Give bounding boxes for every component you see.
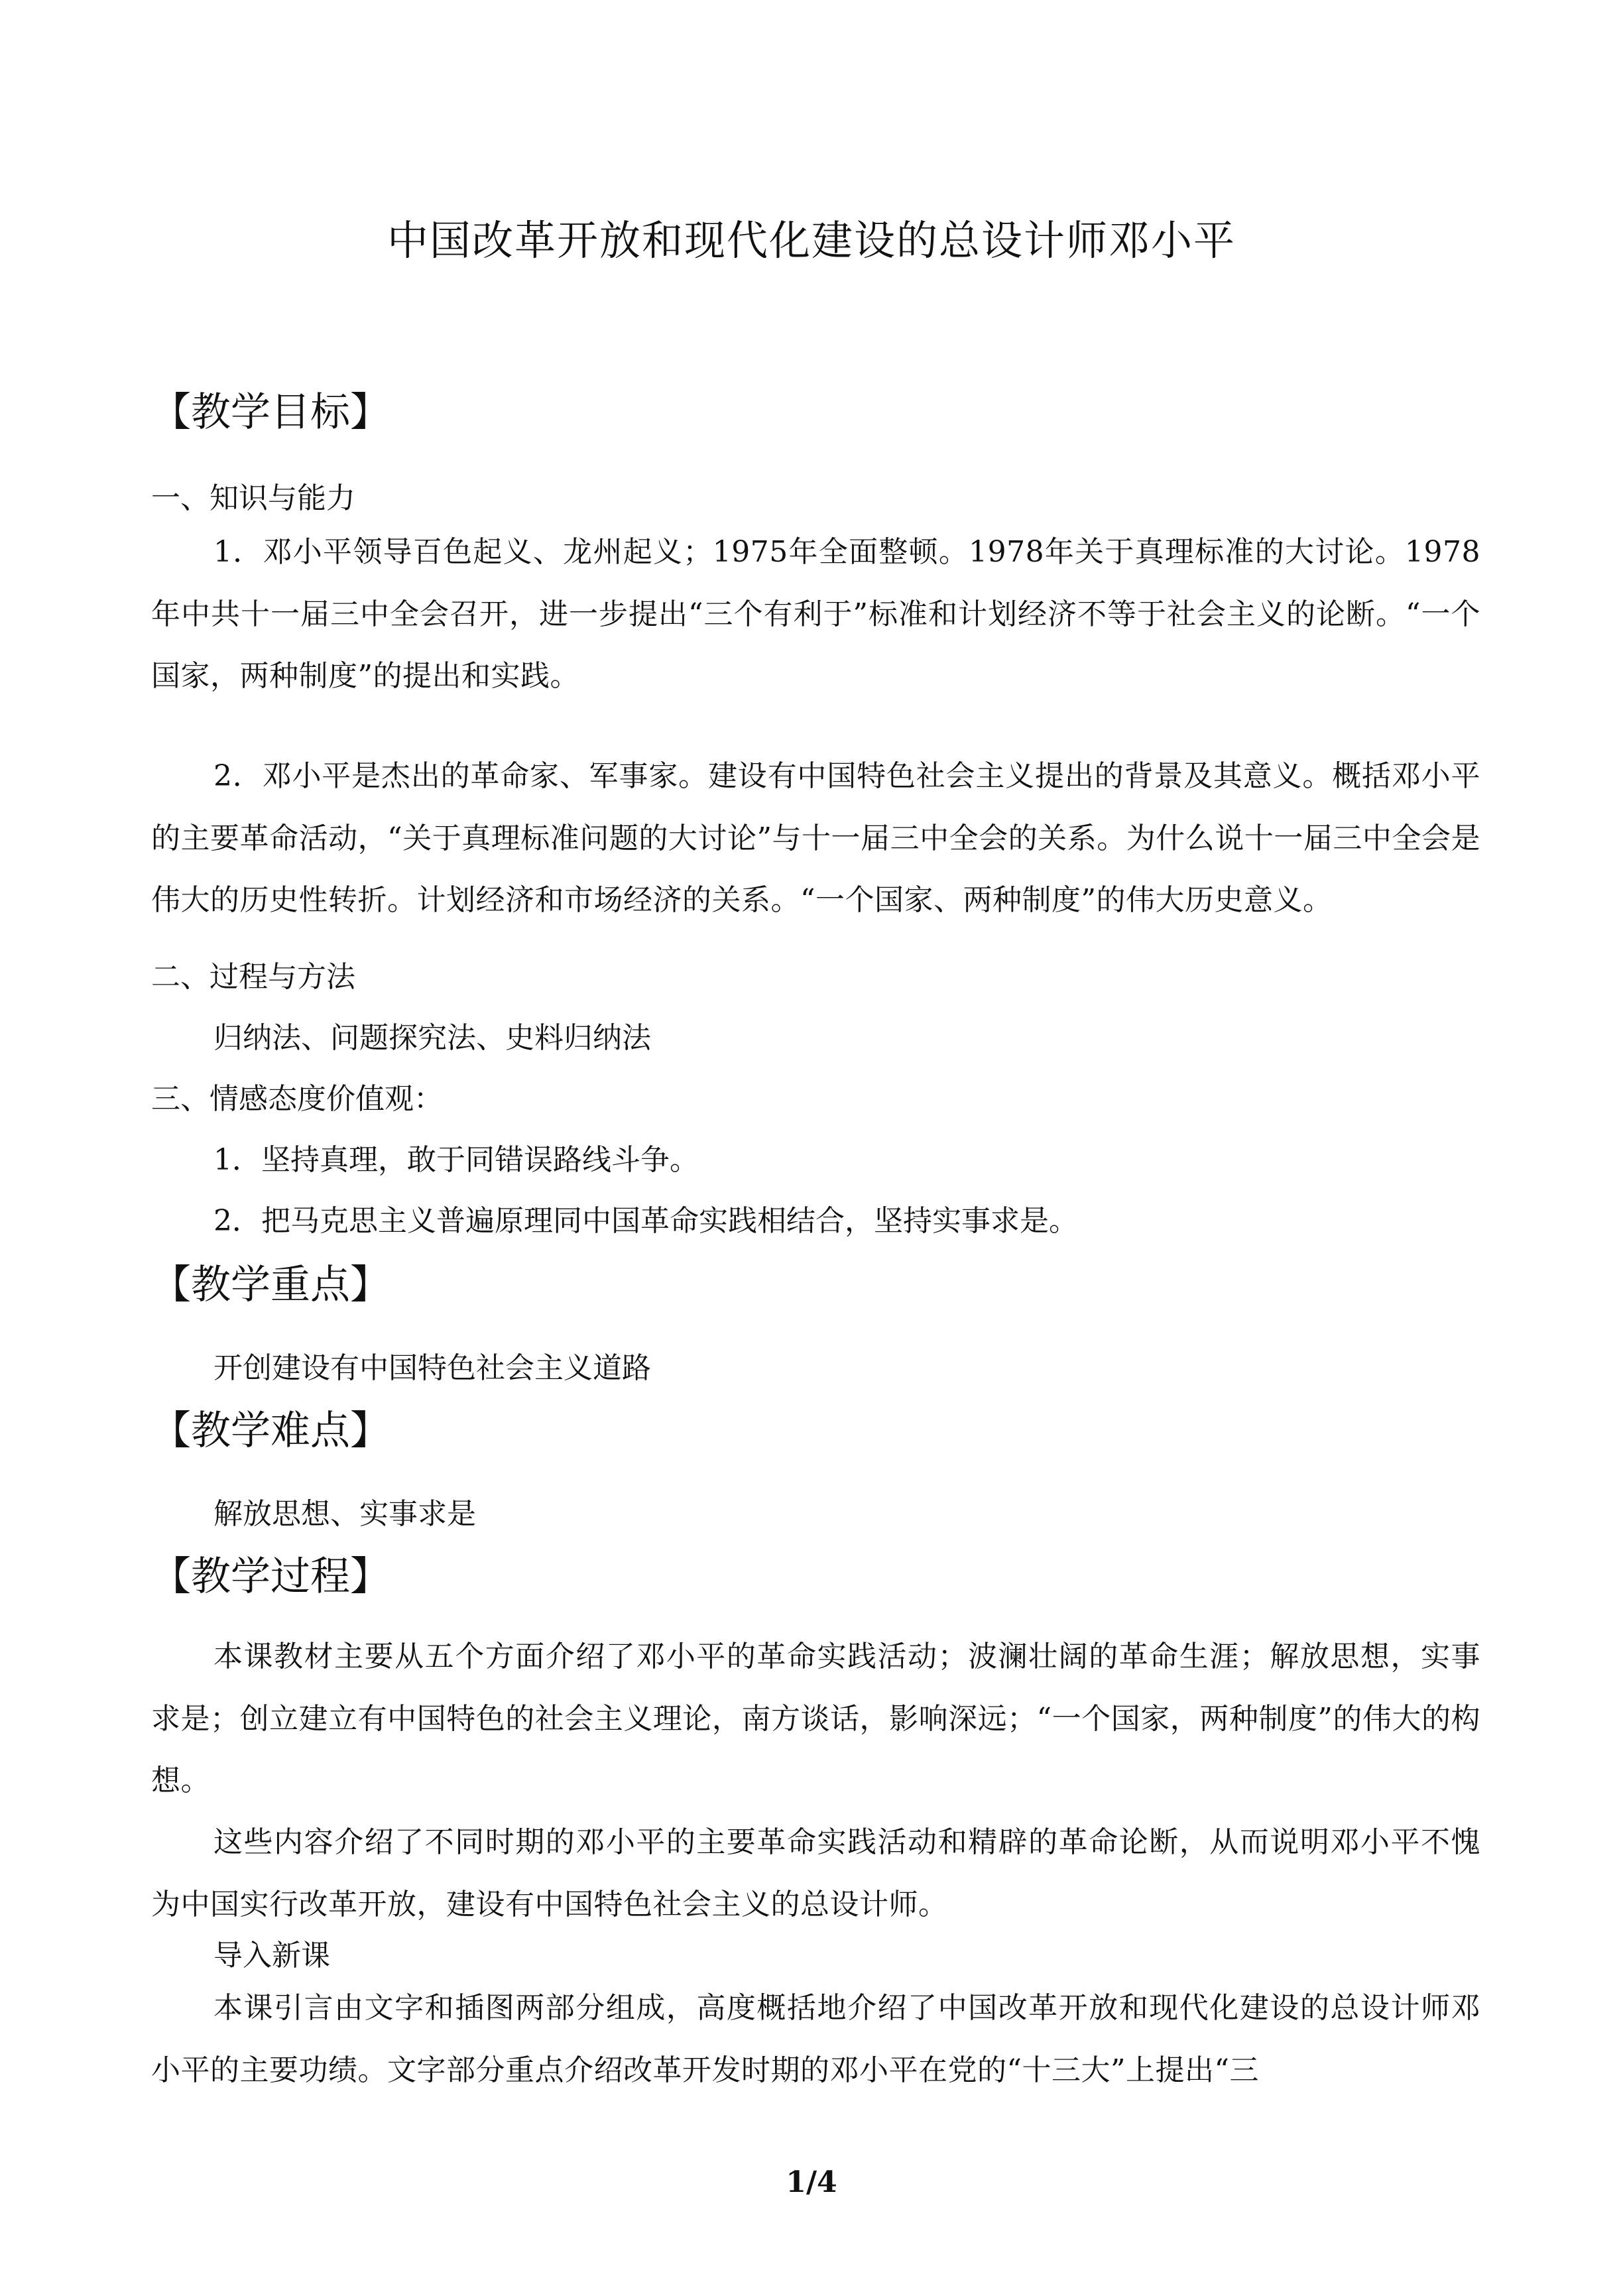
process-method-heading: 二、过程与方法 <box>151 960 355 994</box>
values-item-1: 1．坚持真理，敢于同错误路线斗争。 <box>213 1143 699 1177</box>
objective-paragraph-2: 2．邓小平是杰出的革命家、军事家。建设有中国特色社会主义提出的背景及其意义。概括邓小平的主要革命活动，“关于真理标准问题的大讨论”与十一届三中全会的关系。为什么说十一届三中全会是伟大的历史性转折。计划经济和市场经济的关系。“一个国家、两种制度”的伟大历史意义。 <box>151 759 1480 917</box>
process-method-text: 归纳法、问题探究法、史料归纳法 <box>213 1021 651 1055</box>
key-points-text: 开创建设有中国特色社会主义道路 <box>213 1351 651 1385</box>
difficulties-text: 解放思想、实事求是 <box>213 1497 476 1531</box>
intro-label: 导入新课 <box>213 1939 330 1972</box>
page-number: 1/4 <box>786 2165 837 2199</box>
document-title: 中国改革开放和现代化建设的总设计师邓小平 <box>387 216 1236 265</box>
process-paragraph-3: 本课引言由文字和插图两部分组成，高度概括地介绍了中国改革开放和现代化建设的总设计师邓小平的主要功绩。文字部分重点介绍改革开发时期的邓小平在党的“十三大”上提出“三 <box>151 1991 1480 2087</box>
key-points-heading: 【教学重点】 <box>151 1262 390 1308</box>
difficulties-heading: 【教学难点】 <box>151 1408 390 1454</box>
values-item-2: 2．把马克思主义普遍原理同中国革命实践相结合，坚持实事求是。 <box>213 1204 1078 1238</box>
objectives-heading: 【教学目标】 <box>151 389 390 436</box>
process-paragraph-2: 这些内容介绍了不同时期的邓小平的主要革命实践活动和精辟的革命论断，从而说明邓小平不愧为中国实行改革开放，建设有中国特色社会主义的总设计师。 <box>151 1825 1480 1921</box>
objective-paragraph-1: 1．邓小平领导百色起义、龙州起义；1975年全面整顿。1978年关于真理标准的大讨论。1978年中共十一届三中全会召开，进一步提出“三个有利于”标准和计划经济不等于社会主义的论断。“一个国家，两种制度”的提出和实践。 <box>151 535 1480 693</box>
process-paragraph-1: 本课教材主要从五个方面介绍了邓小平的革命实践活动；波澜壮阔的革命生涯；解放思想，实事求是；创立建立有中国特色的社会主义理论，南方谈话，影响深远；“一个国家，两种制度”的伟大的构想。 <box>151 1640 1480 1797</box>
knowledge-ability-heading: 一、知识与能力 <box>151 481 355 515</box>
process-heading: 【教学过程】 <box>151 1553 390 1600</box>
values-heading: 三、情感态度价值观： <box>151 1082 443 1116</box>
